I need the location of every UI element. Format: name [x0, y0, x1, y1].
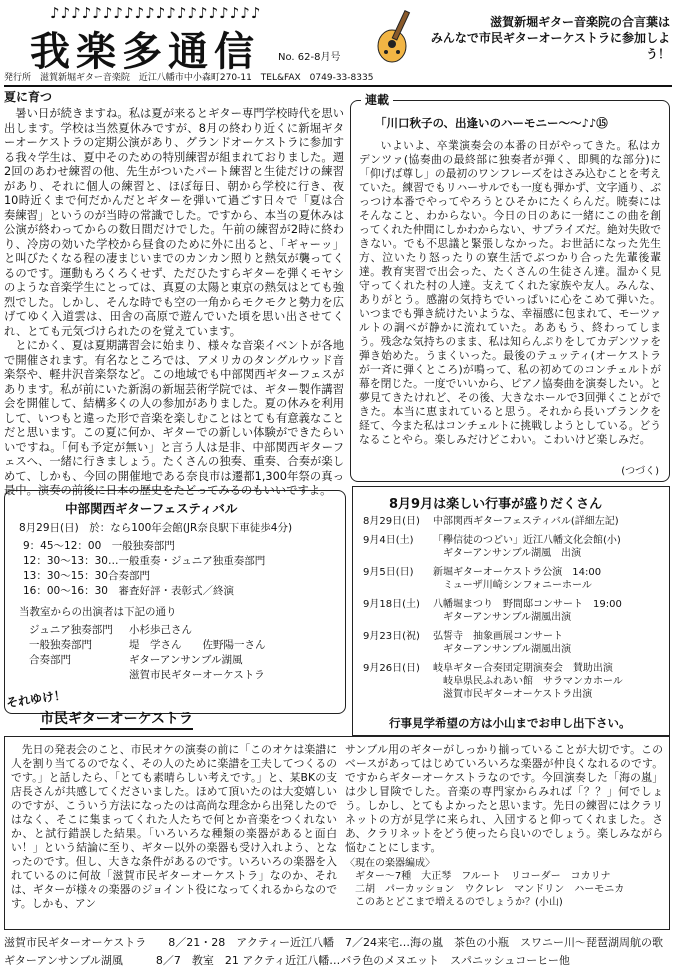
event-date: 8月29日(日) [363, 516, 420, 527]
event-desc: 中部関西ギターフェスティバル(詳細左記) [433, 516, 619, 527]
festival-schedule [23, 539, 265, 599]
summer-heading: 夏に育つ [4, 90, 53, 104]
events-title: 8月9月は楽しい行事が盛りだくさん [389, 497, 603, 512]
column-box [350, 93, 670, 482]
event-desc: 弘誓寺 抽象画展コンサート [433, 631, 563, 642]
event-item [363, 515, 623, 528]
event-desc: 岐阜ギター合奏団定期演奏会 賛助出演 [433, 663, 613, 674]
event-item [363, 566, 623, 592]
performers-heading: 当教室からの出演者は下記の通り [19, 606, 177, 618]
bottom-schedule-1: 滋賀市民ギターオーケストラ 8／21・28 アクティー近江八幡 7／24来宅…海の嵐 茶色の小瓶 スワニー川～琵琶湖周航の歌 [4, 936, 664, 949]
event-desc: ギターアンサンブル湖風出演 [443, 644, 572, 655]
orchestra-box [4, 736, 670, 930]
orchestra-title: 市民ギターオーケストラ [40, 708, 193, 730]
event-desc: 新堀ギターオーケストラ公演 14:00 [433, 567, 602, 578]
event-date: 9月4日(土) [363, 535, 414, 546]
event-item [363, 662, 623, 701]
event-date: 9月5日(日) [363, 567, 414, 578]
performer-name: 小杉歩己さん [129, 624, 192, 636]
guitar-mascot-icon [370, 6, 418, 66]
events-footer: 行事見学希望の方は小山までお申し出下さい。 [389, 716, 631, 730]
newsletter-title: 我楽多通信 [30, 28, 260, 75]
event-desc: ギターアンサンブル湖風出演 [443, 612, 572, 623]
events-list [363, 515, 623, 701]
event-date: 9月26日(日) [363, 663, 420, 674]
orchestra-left-text: 先日の発表会のこと、市民オケの演奏の前に「このオケは楽譜に人を割り当てるのでなく、その人のために楽譜を工夫してつくるのです。」と話したら、「とても素晴らしい考えです。」と、某BKの支店長さんが共感してくださいました。ほめて頂いたのは大変嬉しいのですが、こういう方法になったのは高尚な理念から出発したのではなく、そこに集まってくれた人たちで何とか音楽をつくれないか、と試行錯誤した結果。「いろいろな種類の楽器があると面白い！」という結論に至り、ギター以外の楽器も受け入れよう、となったのです。但し、大きな条件があるのです。いろいろの楽器を入れているのに何故「滋賀市民ギターオーケストラ」なのか、それは、ギターが様々の楽器のジョイント役になってくれるからなのです。しかも、アン [11, 743, 337, 910]
schedule-item: 16：00～16：30 審査好評・表彰式／終演 [23, 585, 234, 597]
events-box [352, 486, 670, 736]
column-tag: 連載 [361, 91, 393, 108]
instrument-list-heading: 〈現在の楽器編成〉 [345, 858, 435, 869]
event-desc: 八幡堀まつり 野間邸コンサート 19:00 [433, 599, 622, 610]
column-title: 「川口秋子の、出逢いのハーモニー～～♪♪⑮ [375, 116, 608, 130]
orchestra-right-column [345, 743, 663, 909]
column-continued: (つづく) [621, 466, 659, 477]
event-desc: ミューザ川崎シンフォニーホール [443, 580, 592, 591]
event-item [363, 630, 623, 656]
music-notes-decoration: ♪♪♪♪♪♪♪♪♪♪♪♪♪♪♪♪♪♪♪♪ [50, 4, 262, 22]
performer-category: ジュニア独奏部門 [29, 624, 113, 636]
column-body: いよいよ、卒業演奏会の本番の日がやってきた。私はカデンツァ(協奏曲の最終部に独奏者が弾く、即興的な部分)に「仰げば尊し」の最初のワンフレーズをはさみ込むことを考えていた。練習でもリハーサルでも一度も弾かず、文字通り、ぶっつけ本番でやってやろうとひそかにたくらんだ。暁奏にはそんなこと、わからない。今日の日のあに一緒にこの曲を創ってくれた仲間にしかわからない、サプライズだ。絶対失敗できない。でも不思議と緊張しなかった。お世話になった先生方、泣いたり怒ったりの寮生活でぶつかり合った先輩後輩達。教育実習で出会った、たくさんの生徒さん達。温かく見守ってくれた村の人達。支えてくれた家族や友人。みんな、ありがとう。感謝の気持ちでいっぱいに心をこめて弾いた。いつまでも弾き続けたいような、幸福感に包まれて、モーツァルトの調べが静かに流れていた。ああもう、終わってしまう。残念な気持ちのまま、私は知らんぷりをしてカデンツァを弾き始めた。うまくいった。最後のテュッティ(オーケストラが一斉に弾くところ)が鳴って、私の初めてのコンチェルトが幕を閉じた。一度でいいから、ピアノ協奏曲を演奏したい。と夢見てきたけれど、その後、大きなホールで3回弾くことができた。本当に恵まれていると思う。それから長いブランクを経て、今また私はコンチェルトに挑戦しようとしている。どうなることやら。楽しみだけどこわい。こわいけど楽しみだ。 [359, 139, 661, 446]
instrument-list-1: ギター～7種 大正琴 フルート リコーダー コカリナ [355, 871, 611, 882]
tagline [420, 14, 670, 62]
instrument-list-2: 二胡 パーカッション ウクレレ マンドリン ハーモニカ [355, 884, 625, 895]
performer-name: ギターアンサンブル湖風 [129, 654, 243, 666]
event-item [363, 534, 623, 560]
summer-paragraph-1: 暑い日が続きますね。私は夏が来るとギター専門学校時代を思い出します。学校は当然夏休みですが、8月の終わり近くに新堀ギターオーケストラの定期公演があり、グランドオーケストラに参加する我々学生は、夏中そのための特別練習が組まれておりました。週2回のあわせ練習の他、先生がついたパート練習と生徒だけの練習があり、それに個人の練習と、ほぼ毎日、朝から学校に行き、夜10時近くまで何だかんだとギターを弾いて過ごす日々で「夏は合奏練習」というのが当時の常識でした。ですから、本当の夏休みは公演が終わってからの数日間だけでした。午前の練習が2時に終わり、冷房の効いた学校から昼食のために外に出ると、「ギャーッ」と叫びたくなる程の凄まじいまでのカンカン照りと熱気が襲ってくるのです。運動もろくろくせず、ただひたすらギターを弾くモヤシのような音楽学生にとっては、真夏の太陽と東京の熱気はとても強烈でした。しかし、そんな時でも空の一角からモクモクと勢力を広げてゆく入道雲は、田舎の高原で遊んでいた頃を思い出させてくれ、とても元気づけられたのを覚えています。 [4, 107, 344, 338]
schedule-item: 13：30～15：30合奏部門 [23, 570, 150, 582]
festival-title: 中部関西ギターフェスティバル [65, 501, 238, 516]
festival-box [4, 490, 346, 714]
event-desc: 岐阜県民ふれあい館 サラマンカホール [443, 676, 623, 687]
event-desc: ギターアンサンブル湖風 出演 [443, 548, 582, 559]
event-date: 9月18日(土) [363, 599, 420, 610]
instrument-list-tail: このあとどこまで増えるのでしょうか？(小山) [355, 897, 563, 908]
orchestra-right-text: サンブル用のギターがしっかり揃っていることが大切です。このベースがあってはじめていろいろな楽器が仲良くなれるのです。ですからギターオーケストラなのです。今回演奏した「海の嵐」は少し冒険でした。音楽の専門家からみれば「？？」何でしょう。しかし、とてもよかったと思います。先日の練習にはクラリネットの方が見学に来られ、入団すると仰ってくれました。さあ、クラリネットをどう使ったら良いのでしょう。楽しみながら悩むことにします。 [345, 743, 663, 854]
summer-paragraph-2: とにかく、夏は夏期講習会に始まり、様々な音楽イベントが各地で開催されます。有名なところでは、アメリカのタングルウッド音楽祭や、軽井沢音楽祭など。この地域でも中部関西ギターフェスがあります。私が前にいた新潟の新堀芸術学院では、ギター製作講習会を開催して、結構多くの人の参加がありました。夏の休みを利用して、いつもと違った形で音楽を楽しむことはとても有意義なことだと思います。この夏に何か、ギターでの新しい体験ができたらいいですね。「何も予定が無い」と言う人は是非、中部関西ギターフェスへ、一緒に行きましょう。たくさんの独奏、重奏、合奏が楽しめて、しかも、今回の開催地である奈良市は遷都1,300年祭の真っ最中。演奏の前後に日本の歴史をたどってみるのもいいですよ。 [4, 339, 344, 497]
festival-date: 8月29日(日) 於：なら100年会館(JR奈良駅下車徒歩4分) [19, 522, 293, 534]
event-desc: 「欅信徒のつどい」近江八幡文化会館(小) [433, 535, 621, 546]
issue-number: No. 62-8月号 [278, 52, 341, 63]
performer-category: 一般独奏部門 [29, 639, 92, 651]
event-date: 9月23日(祝) [363, 631, 420, 642]
schedule-item: 12：30～13：30…一般重奏・ジュニア独重奏部門 [23, 555, 266, 567]
tagline-line-2: みんなで市民ギターオーケストラに参加しよう！ [430, 31, 670, 61]
event-item [363, 598, 623, 624]
bottom-schedule-2: ギターアンサンブル湖風 8／7 教室 21 アクティ近江八幡…バラ色のメヌエット スパニッシュコーヒー他 [4, 954, 570, 967]
tagline-line-1: 滋賀新堀ギター音楽院の合言葉は [490, 15, 670, 29]
schedule-item: 9：45～12：00 一般独奏部門 [23, 540, 175, 552]
performers-list [29, 623, 266, 683]
performer-name: 堤 学さん 佐野陽一さん [129, 639, 266, 651]
orchestra-kicker: それゆけ！ [5, 687, 67, 711]
publisher-line: 発行所 滋賀新堀ギター音楽院 近江八幡市中小森町270-11 TEL&FAX 0749-33-8335 [4, 70, 672, 87]
performer-name: 滋賀市民ギターオーケストラ [129, 669, 265, 681]
event-desc: 滋賀市民ギターオーケストラ出演 [443, 689, 593, 700]
summer-article [4, 88, 344, 499]
performer-category: 合奏部門 [29, 654, 71, 666]
